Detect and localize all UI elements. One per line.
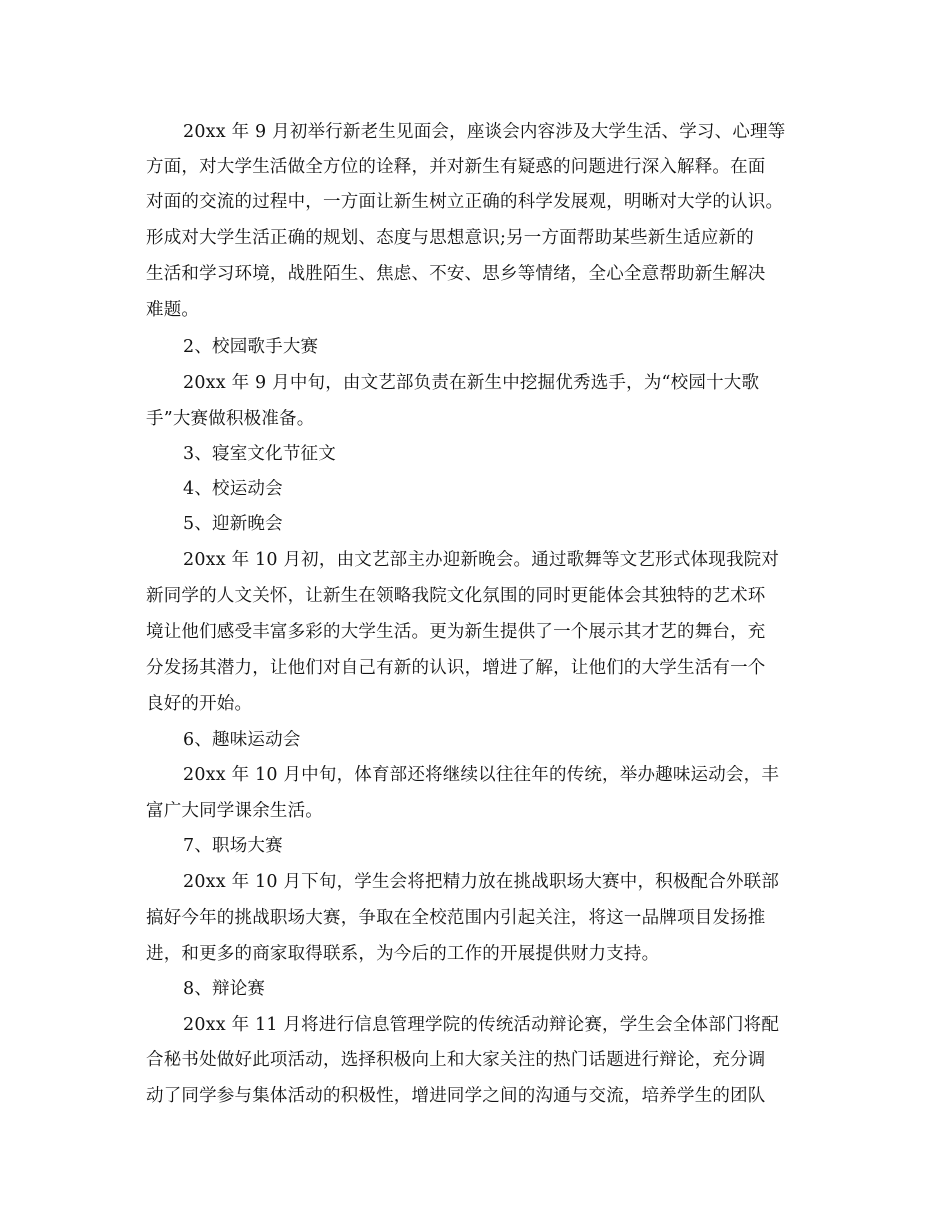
section-heading: 6、趣味运动会 xyxy=(183,730,301,750)
text-line: 难题。 xyxy=(146,300,200,320)
text-line: 20xx 年 9 月初举行新老生见面会，座谈会内容涉及大学生活、学习、心理等 xyxy=(183,122,786,142)
text-line: 合秘书处做好此项活动，选择积极向上和大家关注的热门话题进行辩论，充分调 xyxy=(146,1050,766,1070)
text-line: 20xx 年 10 月中旬，体育部还将继续以往往年的传统，举办趣味运动会，丰 xyxy=(183,765,780,785)
text-line: 进，和更多的商家取得联系，为今后的工作的开展提供财力支持。 xyxy=(146,944,660,964)
text-line: 20xx 年 10 月下旬，学生会将把精力放在挑战职场大赛中，积极配合外联部 xyxy=(183,872,780,892)
text-line: 富广大同学课余生活。 xyxy=(146,801,323,821)
text-line: 分发扬其潜力，让他们对自己有新的认识，增进了解，让他们的大学生活有一个 xyxy=(146,658,766,678)
text-line: 手”大赛做积极准备。 xyxy=(146,409,315,429)
text-line: 20xx 年 10 月初，由文艺部主办迎新晚会。通过歌舞等文艺形式体现我院对 xyxy=(183,550,780,570)
text-line: 搞好今年的挑战职场大赛，争取在全校范围内引起关注，将这一品牌项目发扬推 xyxy=(146,908,766,928)
section-heading: 5、迎新晚会 xyxy=(183,514,283,534)
text-line: 形成对大学生活正确的规划、态度与思想意识;另一方面帮助某些新生适应新的 xyxy=(146,228,754,248)
text-line: 20xx 年 11 月将进行信息管理学院的传统活动辩论赛，学生会全体部门将配 xyxy=(183,1015,780,1035)
text-line: 方面，对大学生活做全方位的诠释，并对新生有疑惑的问题进行深入解释。在面 xyxy=(146,157,766,177)
section-heading: 3、寝室文化节征文 xyxy=(183,444,336,464)
text-line: 境让他们感受丰富多彩的大学生活。更为新生提供了一个展示其才艺的舞台，充 xyxy=(146,622,766,642)
text-line: 生活和学习环境，战胜陌生、焦虑、不安、思乡等情绪，全心全意帮助新生解决 xyxy=(146,264,766,284)
text-line: 对面的交流的过程中，一方面让新生树立正确的科学发展观，明晰对大学的认识。 xyxy=(146,192,784,212)
text-line: 20xx 年 9 月中旬，由文艺部负责在新生中挖掘优秀选手，为“校园十大歌 xyxy=(183,373,760,393)
text-line: 动了同学参与集体活动的积极性，增进同学之间的沟通与交流，培养学生的团队 xyxy=(146,1086,766,1106)
section-heading: 2、校园歌手大赛 xyxy=(183,337,319,357)
text-line: 新同学的人文关怀，让新生在领略我院文化氛围的同时更能体会其独特的艺术环 xyxy=(146,586,766,606)
section-heading: 7、职场大赛 xyxy=(183,836,283,856)
text-line: 良好的开始。 xyxy=(146,694,253,714)
section-heading: 4、校运动会 xyxy=(183,479,283,499)
section-heading: 8、辩论赛 xyxy=(183,979,266,999)
